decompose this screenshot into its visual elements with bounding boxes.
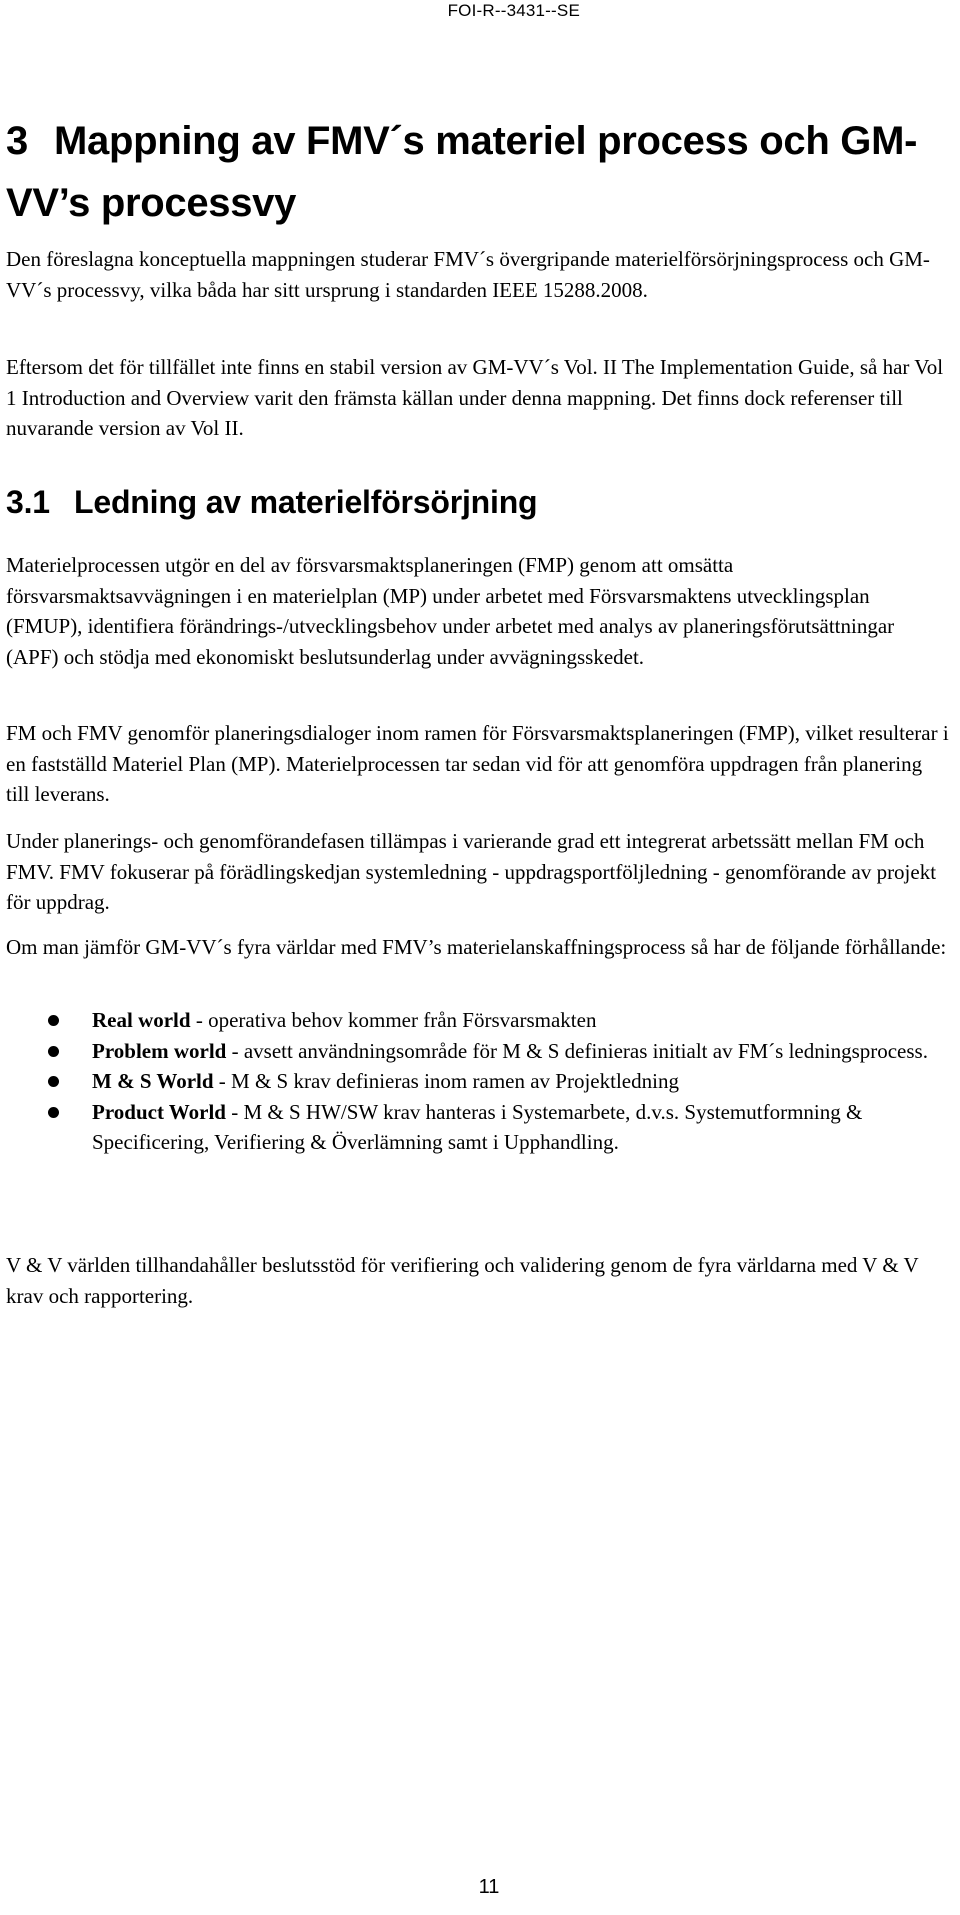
intro-paragraph: Den föreslagna konceptuella mappningen studerar FMV´s övergripande materielförsörjningsprocess och GM-VV´s processvy, vilka båda har sitt ursprung i standarden IEEE 15288.2008. [6,247,930,302]
bullet-dot-icon [48,1046,59,1057]
chapter-number: 3 [6,119,28,163]
body-paragraph: Om man jämför GM-VV´s fyra världar med FMV’s materielanskaffningsprocess så har de följande förhållande: [6,935,947,959]
world-term: Product World [92,1099,226,1124]
world-description: - M & S krav definieras inom ramen av Projektledning [213,1069,679,1093]
world-term: Problem world [92,1038,227,1063]
world-term: Real world [92,1008,191,1032]
body-paragraph: Materielprocessen utgör en del av försvarsmaktsplaneringen (FMP) genom att omsätta försvarsmaktsavvägningen i en materielplan (MP) under arbetet med Försvarsmaktens utvecklingsplan (FMUP), identifiera förändrings-/utvecklingsbehov under arbetet med analys av planeringsförutsättningar (APF) och stödja med ekonomiskt beslutsunderlag under avvägningsskedet. [6,553,895,669]
section-number: 3.1 [6,484,50,520]
bullet-dot-icon [48,1015,59,1026]
chapter-title-text: Mappning av FMV´s materiel process och GM-VV’s processvy [6,119,918,225]
section-title [6,482,537,522]
report-id-header: FOI-R--3431--SE [447,1,580,20]
chapter-title [6,110,956,234]
world-description: - avsett användningsområde för M & S definieras initialt av FM´s ledningsprocess. [226,1038,928,1063]
page-number: 11 [478,1876,500,1898]
intro-paragraph: Eftersom det för tillfället inte finns en stabil version av GM-VV´s Vol. II The Implementation Guide, så har Vol 1 Introduction and Overview varit den främsta källan under denna mappning. Det finns dock referenser till nuvarande version av Vol II. [6,355,944,440]
world-term: M & S World [92,1069,214,1093]
body-paragraph: FM och FMV genomför planeringsdialoger inom ramen för Försvarsmaktsplaneringen (FMP), vilket resulterar i en fastställd Materiel Plan (MP). Materielprocessen tar sedan vid för att genomföra uppdragen från planering till leverans. [6,721,949,806]
world-description: - operativa behov kommer från Försvarsmakten [190,1008,597,1032]
list-item [6,1097,950,1158]
closing-paragraph: V & V världen tillhandahåller beslutsstöd för verifiering och validering genom de fyra världarna med V & V krav och rapportering. [6,1253,919,1308]
world-description: - M & S HW/SW krav hanteras i Systemarbete, d.v.s. Systemutformning & Specificering, Verifiering & Överlämning samt i Upphandling. [92,1099,863,1154]
bullet-dot-icon [48,1076,59,1087]
list-item [6,1036,950,1067]
worlds-list [6,1005,950,1158]
section-title-text: Ledning av materielförsörjning [74,484,538,520]
bullet-dot-icon [48,1107,59,1118]
list-item [6,1005,950,1036]
list-item [6,1066,950,1097]
body-paragraph: Under planerings- och genomförandefasen tillämpas i varierande grad ett integrerat arbetssätt mellan FM och FMV. FMV fokuserar på förädlingskedjan systemledning - uppdragsportföljledning - genomförande av projekt för uppdrag. [6,829,937,914]
